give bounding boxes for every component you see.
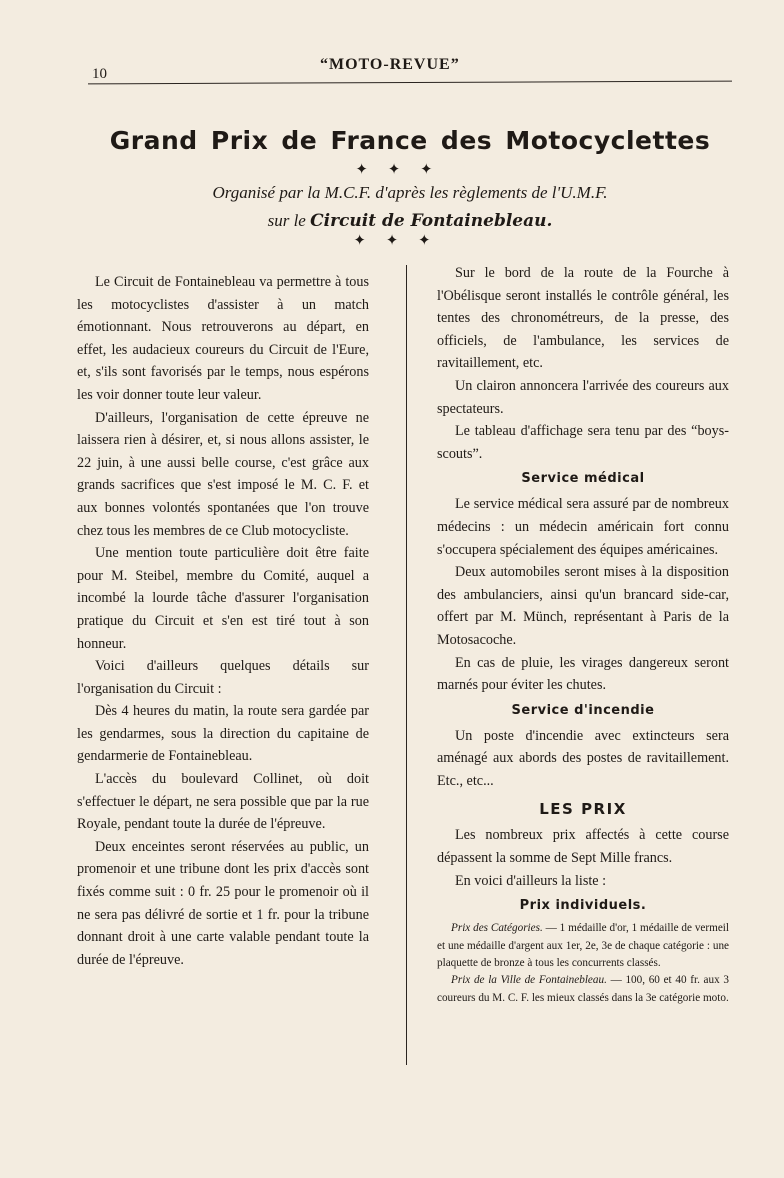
paragraph: D'ailleurs, l'organisation de cette épreuve ne laissera rien à désirer, et, si nous allons assister, le 22 juin, à une aussi belle course, c'est grâce aux grands sacrifices que s'est imposé le M. C. F. et aux bonnes volontés spontanées que l'on trouve chez tous les membres de ce Club motocycliste. (77, 409, 369, 539)
paragraph: Dès 4 heures du matin, la route sera gardée par les gendarmes, sous la direction du capitaine de gendarmerie de Fontainebleau. (77, 703, 369, 765)
paragraph: Le Circuit de Fontainebleau va permettre à tous les motocyclistes d'assister à un match émotionnant. Nous retrouverons au départ, en effet, les audacieux coureurs du Circuit de l'Eure, et, s'ils sont favorisés par le temps, nous espérons les voir donner toute leur valeur. (77, 274, 369, 403)
ornament-bottom: ✦ ✦ ✦ (353, 233, 439, 249)
subtitle-circuit: Circuit de Fontainebleau. (310, 211, 553, 231)
page-number: 10 (92, 66, 107, 82)
right-column (437, 262, 729, 1007)
paragraph: En cas de pluie, les virages dangereux seront marnés pour éviter les chutes. (437, 654, 729, 694)
prize-categories-label: Prix des Catégories. (451, 922, 543, 935)
subtitle-line-2 (120, 211, 700, 231)
paragraph: Voici d'ailleurs quelques détails sur l'organisation du Circuit : (77, 658, 369, 697)
paragraph: Le service médical sera assuré par de nombreux médecins : un médecin américain fort connu s'occupera spécialement des équipes américaines. (437, 496, 729, 558)
prize-categories-text: — 1 médaille d'or, 1 médaille de vermeil et une médaille d'argent aux 1er, 2e, 3e de chaque catégorie : une plaquette de bronze à tous les concurrents classés. (437, 922, 729, 970)
paragraph: Un poste d'incendie avec extincteurs sera aménagé aux abords des postes de ravitaillement. Etc., etc... (437, 727, 729, 789)
subtitle-line-1: Organisé par la M.C.F. d'après les règlements de l'U.M.F. (212, 183, 608, 202)
prize-categories (437, 920, 729, 972)
prize-ville-text: — 100, 60 et 40 fr. aux 3 coureurs du M. C. F. les mieux classés dans la 3e catégorie moto. (437, 974, 729, 1004)
header-rule (88, 81, 732, 85)
running-head: “MOTO-REVUE” (320, 56, 460, 73)
ornament-top: ✦ ✦ ✦ (355, 162, 441, 178)
subtitle-prefix: sur le (267, 211, 306, 230)
paragraph: Deux automobiles seront mises à la disposition des ambulanciers, ainsi qu'un brancard side-car, offert par M. Münch, représentant à Paris de la Motosacoche. (437, 564, 729, 648)
left-column (77, 271, 369, 971)
paragraph: Deux enceintes seront réservées au public, un promenoir et une tribune dont les prix d'accès sont fixés comme suit : 0 fr. 25 pour le promenoir où il ne sera pas délivré de sortie et 1 fr. pour la tribune donnant droit à une carte valable pendant toute la durée de l'épreuve. (77, 838, 369, 968)
section-heading-prix: LES PRIX (539, 800, 627, 819)
paragraph: Le tableau d'affichage sera tenu par des “boys-scouts”. (437, 423, 729, 462)
paragraph: L'accès du boulevard Collinet, où doit s'effectuer le départ, ne sera possible que par la rue Royale, pendant toute la durée de l'épreuve. (77, 771, 369, 833)
paragraph: En voici d'ailleurs la liste : (455, 872, 607, 889)
column-rule (406, 265, 407, 1065)
paragraph: Les nombreux prix affectés à cette course dépassent la somme de Sept Mille francs. (437, 827, 729, 867)
paragraph: Une mention toute particulière doit être faite pour M. Steibel, membre du Comité, auquel a incombé la lourde tâche d'assurer l'organisation pratique du Circuit et s'en est tiré tout à son honneur. (77, 545, 369, 652)
prize-ville (437, 972, 729, 1007)
prize-list (437, 920, 729, 1007)
article-title: Grand Prix de France des Motocyclettes (109, 126, 711, 155)
paragraph: Sur le bord de la route de la Fourche à l'Obélisque seront installés le contrôle général, les tentes des chronométreurs, de la presse, des officiels, de l'ambulance, les services de ravitaillement, etc. (437, 265, 729, 372)
paragraph: Un clairon annoncera l'arrivée des coureurs aux spectateurs. (437, 377, 729, 417)
section-heading-individuels: Prix individuels. (519, 898, 647, 914)
prize-ville-label: Prix de la Ville de Fontainebleau. (451, 974, 607, 987)
section-heading-medical: Service médical (521, 471, 645, 487)
section-heading-incendie: Service d'incendie (511, 702, 655, 718)
